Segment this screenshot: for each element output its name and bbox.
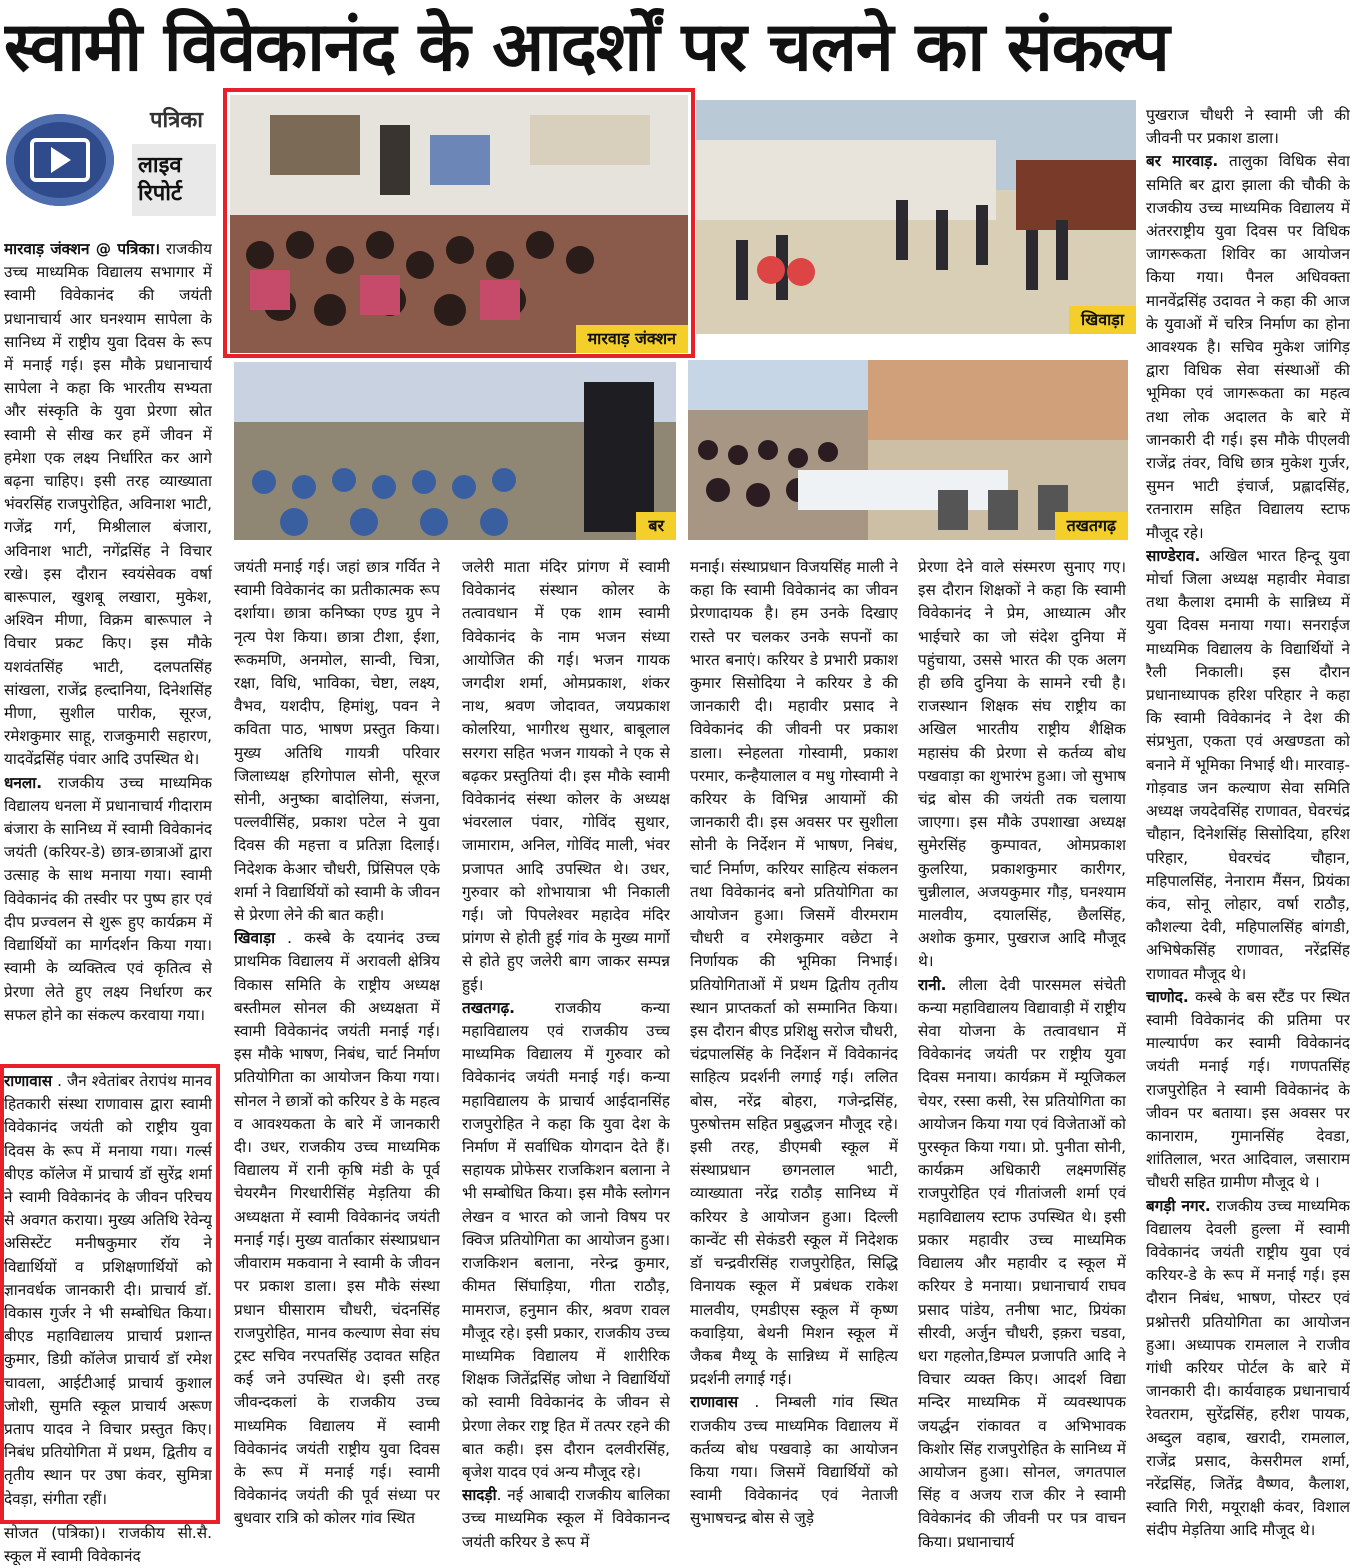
column-3 [462, 556, 670, 1568]
article-para: मनाई। संस्थाप्रधान विजयसिंह माली ने कहा कि स्वामी विवेकानंद का जीवन प्रेरणादायक है। हम उनके दिखाए रास्ते पर चलकर उनके सपनों का भारत बनाएं। करियर डे प्रभारी प्रकाश कुमार सिसोदिया ने करियर डे की जानकारी दी। महावीर प्रसाद ने विवेकानंद की जीवनी पर प्रकाश डाला। स्नेहलता गोस्वामी, प्रकाश परमार, कन्हैयालाल व मधु गोस्वामी ने करियर के विभिन्न आयामों की जानकारी दी। इस अवसर पर सुशीला सोनी के निर्देशन में भाषण, निबंध, चार्ट निर्माण, करियर साहित्य संकलन तथा विवेकानंद बनो प्रतियोगिता का आयोजन हुआ। जिसमें वीरमराम चौधरी व रमेशकुमार वछेटा ने निर्णायक की भूमिका निभाई। प्रतियोगिताओं में प्रथम द्वितीय तृतीय स्थान प्राप्तकर्ता को सम्मानित किया। इस दौरान बीएड प्रशिक्षु सरोज चौधरी, चंद्रपालसिंह के निर्देशन में विवेकानंद साहित्य प्रदर्शनी लगाई गई। ललित बोस, नरेंद्र बोहरा, गजेन्द्रसिंह, पुरुषोत्तम सहित प्रबुद्धजन मौजूद रहे। इसी तरह, डीएमबी स्कूल में संस्थाप्रधान छगनलाल भाटी, व्याख्याता नरेंद्र राठौड़ सानिध्य में करियर डे आयोजन हुआ। दिल्ली कान्वेंट सी सेकंडरी स्कूल में निदेशक डॉ चन्द्रवीरसिंह राजपुरोहित, सिद्धि विनायक स्कूल में प्रबंधक राकेश मालवीय, एमडीएस स्कूल में कृष्ण कवाड़िया, बेथनी मिशन स्कूल में जैकब मैथ्यू के सान्निध्य में साहित्य प्रदर्शनी लगाई गई। [690, 558, 898, 1389]
brand-name: पत्रिका [150, 108, 203, 133]
photo-caption: खिवाड़ा [1069, 306, 1136, 334]
article-para: राणावास . जैन श्वेतांबर तेरापंथ मानव हितकारी संस्था राणावास द्वारा स्वामी विवेकानंद जयंती को राष्ट्रीय युवा दिवस के रूप में मनाया गया। गर्ल्स बीएड कॉलेज में प्राचार्य डॉ सुरेंद्र शर्मा ने स्वामी विवेकानंद के जीवन परिचय से अवगत कराया। मुख्य अतिथि रेवेन्यू असिस्टेंट मनीषकुमार रॉय ने विद्यार्थियों व प्रशिक्षणार्थियों को ज्ञानवर्धक जानकारी दी। प्राचार्य डॉ. विकास गुर्जर ने भी सम्बोधित किया। बीएड महाविद्यालय प्राचार्य प्रशान्त कुमार, डिग्री कॉलेज प्राचार्य डॉ रमेश चावला, आईटीआई प्राचार्य कुशाल जोशी, सुमति स्कूल प्राचार्य अरूण प्रताप यादव ने विचार प्रस्तुत किए। निबंध प्रतियोगिता में प्रथम, द्वितीय व तृतीय स्थान पर उषा कंवर, सुमित्रा देवड़ा, संगीता रहीं। [4, 1072, 212, 1508]
article-para: धनला. राजकीय उच्च माध्यमिक विद्यालय धनला में प्रधानाचार्य गीदाराम बंजारा के सानिध्य में स्वामी विवेकानंद जयंती (करियर-डे) छात्र-छात्राओं द्वारा उत्साह के साथ मनाया गया। स्वामी विवेकानंद की तस्वीर पर पुष्प हार एवं दीप प्रज्वलन से शुरू हुए कार्यक्रम में विद्यार्थियों का मार्गदर्शन किया गया। स्वामी के व्यक्तित्व एवं कृतित्व से प्रेरणा लेते हुए लक्ष्य निर्धारण कर सफल होने का संकल्प करवाया गया। [4, 773, 212, 1024]
article-para: मारवाड़ जंक्शन @ पत्रिका। राजकीय उच्च माध्यमिक विद्यालय सभागार में स्वामी विवेकानंद की जयंती प्रधानाचार्य आर घनश्याम सापेला के सानिध्य में राष्ट्रीय युवा दिवस के रूप में मनाई गई। इस मौके प्रधानाचार्य सापेला ने कहा कि भारतीय सभ्यता और संस्कृति के युवा प्रेरणा स्रोत स्वामी से सीख कर हमें जीवन में हमेशा एक लक्ष्य निर्धारित कर आगे बढ़ना चाहिए। इसी तरह व्याख्याता भंवरसिंह राजपुरोहित, अविनाश भाटी, गजेंद्र गर्ग, मिश्रीलाल बंजारा, अविनाश भाटी, नगेंद्रसिंह ने विचार रखे। इस दौरान स्वयंसेवक वर्षा बारूपाल, खुशबू लखारा, मुकेश, अश्विन मीणा, विक्रम बारूपाल ने विचार प्रकट किए। इस मौके यशवंतसिंह भाटी, दलपतसिंह सांखला, राजेंद्र हल्दानिया, दिनेशसिंह मीणा, सुशील पारीक, सूरज, रमेशकुमार साहू, राजकुमारी सहारण, यादवेंद्रसिंह पंवार आदि उपस्थित थे। [4, 240, 212, 769]
photo-caption: तखतगढ़ [1055, 512, 1128, 540]
headline: स्वामी विवेकानंद के आदर्शों पर चलने का संकल्प [4, 7, 1169, 87]
photo-bar [234, 362, 676, 540]
article-para: चाणोद. कस्बे के बस स्टैंड पर स्थित स्वामी विवेकानंद की प्रतिमा पर माल्यार्पण कर स्वामी विवेकानंद जयंती मनाई गई। गणपतसिंह राजपुरोहित ने स्वामी विवेकानंद के जीवन पर बताया। इस अवसर पर कानाराम, गुमानसिंह देवडा, शांतिलाल, भरत आदिवाल, जसाराम चौधरी सहित ग्रामीण मौजूद थे । [1146, 987, 1350, 1192]
article-para: राणावास . निम्बली गांव स्थित राजकीय उच्च माध्यमिक विद्यालय में कर्तव्य बोध पखवाड़े का आयोजन किया गया। जिसमें विद्यार्थियों को स्वामी विवेकानंद एवं नेताजी सुभाषचन्द्र बोस से जुड़े [690, 1393, 898, 1528]
article-para: सोजत (पत्रिका)। राजकीय सी.सै. स्कूल में स्वामी विवेकानंद [4, 1524, 212, 1566]
article-para: सादड़ी. नई आबादी राजकीय बालिका उच्च माध्यमिक स्कूल में विवेकानन्द जयंती करियर डे रूप में [462, 1486, 670, 1551]
photo-caption: मारवाड़ जंक्शन [576, 325, 688, 353]
live-report-logo [0, 100, 220, 218]
article-para: पुखराज चौधरी ने स्वामी जी की जीवनी पर प्रकाश डाला। [1146, 106, 1350, 148]
photo-khiwara [696, 100, 1136, 334]
column-1-top [4, 238, 212, 1064]
article-para: खिवाड़ा . कस्बे के दयानंद उच्च प्राथमिक विद्यालय में अरावली क्षेत्रिय विकास समिति के राष्ट्रीय अध्यक्ष बस्तीमल सोनल की अध्यक्षता में स्वामी विवेकानंद जयंती मनाई गई। इस मौके भाषण, निबंध, चार्ट निर्माण प्रतियोगिता का आयोजन किया गया। सोनल ने छात्रों को करियर डे के महत्व व आवश्यकता के बारे में जानकारी दी। उधर, राजकीय उच्च माध्यमिक विद्यालय में रानी कृषि मंडी के पूर्व चेयरमैन गिरधारीसिंह मेड़तिया की अध्यक्षता में स्वामी विवेकानंद जयंती मनाई गई। मुख्य वार्ताकार संस्थाप्रधान जीवाराम मकवाना ने स्वामी के जीवन पर प्रकाश डाला। इस मौके संस्था प्रधान घीसाराम चौधरी, चंदनसिंह राजपुरोहित, मानव कल्याण सेवा संघ ट्रस्ट सचिव नरपतसिंह उदावत सहित कई जने उपस्थित थे। इसी तरह जीवन्दकलां के राजकीय उच्च माध्यमिक विद्यालय में स्वामी विवेकानंद जयंती राष्ट्रीय युवा दिवस के रूप में मनाई गई। स्वामी विवेकानंद जयंती की पूर्व संध्या पर बुधवार रात्रि को कोलर गांव स्थित [234, 929, 440, 1528]
photo-marwar-junction [230, 95, 688, 353]
article-para: जयंती मनाई गई। जहां छात्र गर्वित ने स्वामी विवेकानंद का प्रतीकात्मक रूप दर्शाया। छात्रा कनिष्का एण्ड ग्रुप ने नृत्य पेश किया। छात्रा टीशा, ईशा, रूकमणि, अनमोल, सान्वी, चित्रा, रक्षा, विधि, भाविका, चेष्टा, लक्ष्य, वैभव, यशदीप, हिमांशु, पवन ने कविता पाठ, भाषण प्रस्तुत किया। मुख्य अतिथि गायत्री परिवार जिलाध्यक्ष हरिगोपाल सोनी, सूरज सोनी, अनुष्का बादोलिया, संजना, पल्लवीसिंह, प्रकाश पटेल ने युवा दिवस की महत्ता व प्रतिज्ञा दिलाई। निदेशक केआर चौधरी, प्रिंसिपल एके शर्मा ने विद्यार्थियों को स्वामी के जीवन से प्रेरणा लेने की बात कही। [234, 558, 440, 925]
article-para: प्रेरणा देने वाले संस्मरण सुनाए गए। इस दौरान शिक्षकों ने कहा कि स्वामी विवेकानंद ने प्रेम, आध्यात्म और भाईचारे का जो संदेश दुनिया में पहुंचाया, उससे भारत की एक अलग ही छवि दुनिया के सामने रची है।राजस्थान शिक्षक संघ राष्ट्रीय का अखिल भारतीय राष्ट्रीय शैक्षिक महासंघ की प्रेरणा से कर्तव्य बोध पखवाड़ा का शुभारंभ हुआ। जो सुभाष चंद्र बोस की जयंती तक चलाया जाएगा। इस मौके उपशाखा अध्यक्ष सुमेरसिंह कुम्पावत, ओमप्रकाश कुलरिया, प्रकाशकुमार कारीगर, चुन्नीलाल, अजयकुमार गौड़, घनश्याम मालवीय, दयालसिंह, छैलसिंह, अशोक कुमार, पुखराज आदि मौजूद थे। [918, 558, 1126, 971]
photo-caption: बर [636, 512, 676, 540]
photo-takhatgarh [688, 360, 1128, 540]
article-para: बर मारवाड़. तालुका विधिक सेवा समिति बर द्वारा झाला की चौकी के राजकीय उच्च माध्यमिक विद्यालय में अंतरराष्ट्रीय युवा दिवस पर विधिक जागरूकता शिविर का आयोजन किया गया। पैनल अधिवक्ता मानवेंद्रसिंह उदावत ने कहा की आज के युवाओं में चरित्र निर्माण का होना आवश्यक है। सचिव मुकेश जांगिड़ द्वारा विधिक सेवा संस्थाओं की भूमिका एवं जागरूकता का महत्व तथा लोक अदालत के बारे में जानकारी दी गई। इस मौके पीएलवी राजेंद्र तंवर, विधि छात्र मुकेश गुर्जर, सुमन भाटी इंचार्ज, प्रह्लादसिंह, रतनाराम सहित विद्यालय स्टाफ मौजूद रहे। [1146, 152, 1350, 542]
column-6 [1146, 104, 1350, 1568]
article-para: साण्डेराव. अखिल भारत हिन्दू युवा मोर्चा जिला अध्यक्ष महावीर मेवाडा तथा कैलाश दमामी के सान्निध्य में युवा दिवस मनाया गया। सनराईज माध्यमिक विद्यालय के विद्यार्थियों ने रैली निकाली। इस दौरान प्रधानाध्यापक हरिश परिहार ने कहा कि स्वामी विवेकानंद ने देश की संप्रभुता, एकता एवं अखण्डता को बनाने में भूमिका निभाई थी। मारवाड़-गोड़वाड जन कल्याण सेवा समिति अध्यक्ष जयदेवसिंह राणावत, घेवरचंद्र चौहान, दिनेशसिंह सिसोदिया, हरिश परिहार, घेवरचंद चौहान, महिपालसिंह, नेनाराम मैंसन, प्रियंका कंव, सोनू लोहार, वर्षा राठौड़, कौशल्या देवी, महिपालसिंह बांगडी, अभिषेकसिंह राणावत, नरेंद्रसिंह राणावत मौजूद थे। [1146, 546, 1350, 983]
article-para: जलेरी माता मंदिर प्रांगण में स्वामी विवेकानंद संस्थान कोलर के तत्वावधान में एक शाम स्वामी विवेकानंद के नाम भजन संध्या आयोजित की गई। भजन गायक जगदीश शर्मा, ओमप्रकाश, शंकर नाथ, श्रवण जोदावत, जयप्रकाश कोलरिया, भागीरथ सुथार, बाबूलाल सरगरा सहित भजन गायको ने एक से बढ़कर प्रस्तुतियां दी। इस मौके स्वामी विवेकानंद संस्था कोलर के अध्यक्ष भंवरलाल पंवार, गोविंद सुथार, जामाराम, अनिल, गोविंद माली, भंवर प्रजापत आदि उपस्थित थे। उधर, गुरुवार को शोभायात्रा भी निकाली गई। जो पिपलेश्वर महादेव मंदिर प्रांगण से होती हुई गांव के मुख्य मार्गो से होते हुए जलेरी बाग जाकर सम्पन्न हुई। [462, 558, 670, 994]
column-1-boxed [4, 1070, 212, 1518]
column-2 [234, 556, 440, 1568]
play-icon[interactable] [6, 114, 114, 206]
article-para: तखतगढ़. राजकीय कन्या महाविद्यालय एवं राजकीय उच्च माध्यमिक विद्यालय में गुरुवार को विवेकानंद जयंती मनाई गई। कन्या महाविद्यालय के प्राचार्य आईदानसिंह राजपुरोहित ने कहा कि युवा देश के निर्माण में सर्वाधिक योगदान देते हैं। सहायक प्रोफेसर राजकिशन बलाना ने भी सम्बोधित किया। इस मौके स्लोगन लेखन व भारत को जानो विषय पर क्विज प्रतियोगिता का आयोजन हुआ। राजकिशन बलाना, नरेन्द्र कुमार, कीमत सिंघाड़िया, गीता राठौड़, मामराज, हनुमान कीर, श्रवण रावल मौजूद रहे। इसी प्रकार, राजकीय उच्च माध्यमिक विद्यालय में शारीरिक शिक्षक जितेंद्रसिंह जोधा ने विद्यार्थियों को स्वामी विवेकानंद के जीवन से प्रेरणा लेकर राष्ट्र हित में तत्पर रहने की बात कही। इस दौरान दलवीरसिंह, बृजेश यादव एवं अन्य मौजूद रहे। [462, 998, 670, 1481]
live-report-tag [132, 144, 216, 216]
column-4 [690, 556, 898, 1568]
live-line2: रिपोर्ट [138, 181, 182, 206]
article-para: रानी. लीला देवी पारसमल संचेती कन्या महाविद्यालय विद्यावाड़ी में राष्ट्रीय सेवा योजना के तत्वावधान में विवेकानंद जयंती पर राष्ट्रीय युवा दिवस मनाया। कार्यक्रम में म्यूजिकल चेयर, रस्सा कसी, रेस प्रतियोगिता का आयोजन किया गया एवं विजेताओं को पुरस्कृत किया गया। प्रो. पुनीता सोनी, कार्यक्रम अधिकारी लक्ष्मणसिंह राजपुरोहित एवं गीतांजली शर्मा एवं महाविद्यालय स्टाफ उपस्थित थे। इसी प्रकार महावीर उच्च माध्यमिक विद्यालय और महावीर द स्कूल में करियर डे मनाया। प्रधानाचार्य राघव प्रसाद पांडेय, तनीषा भाट, प्रियंका सीरवी, अर्जुन चौधरी, इक़रा चडवा, धरा गहलोत,डिम्पल प्रजापति आदि ने विचार व्यक्त किए। आदर्श विद्या मन्दिर माध्यमिक में व्यवस्थापक जयर्द्धन रांकावत व अभिभावक किशोर सिंह राजपुरोहित के सानिध्य में आयोजन हुआ। सोनल, जगतपाल सिंह व अजय राज कीर ने स्वामी विवेकानंद की जीवनी पर पत्र वाचन किया। प्रधानाचार्य [918, 975, 1126, 1551]
column-5 [918, 556, 1126, 1568]
column-1-tail [4, 1522, 212, 1568]
article-para: बगड़ी नगर. राजकीय उच्च माध्यमिक विद्यालय देवली हुल्ला में स्वामी विवेकानंद जयंती राष्ट्रीय युवा एवं करियर-डे के रूप में मनाई गई। इस दौरान निबंध, भाषण, पोस्टर एवं प्रश्नोत्तरी प्रतियोगिता का आयोजन हुआ। अध्यापक रामलाल ने राजीव गांधी करियर पोर्टल के बारे में जानकारी दी। कार्यवाहक प्रधानाचार्य रेवतराम, सुरेंद्रसिंह, हरीश पायक, अब्दुल वहाब, खरादी, रामलाल, राजेंद्र प्रसाद, केसरीमल शर्मा, नरेंद्रसिंह, जितेंद्र वैष्णव, कैलाश, स्वाति गिरी, मयूराक्षी कंवर, विशाल संदीप मेड़तिया आदि मौजूद थे। [1146, 1196, 1350, 1540]
live-line1: लाइव [138, 153, 182, 178]
